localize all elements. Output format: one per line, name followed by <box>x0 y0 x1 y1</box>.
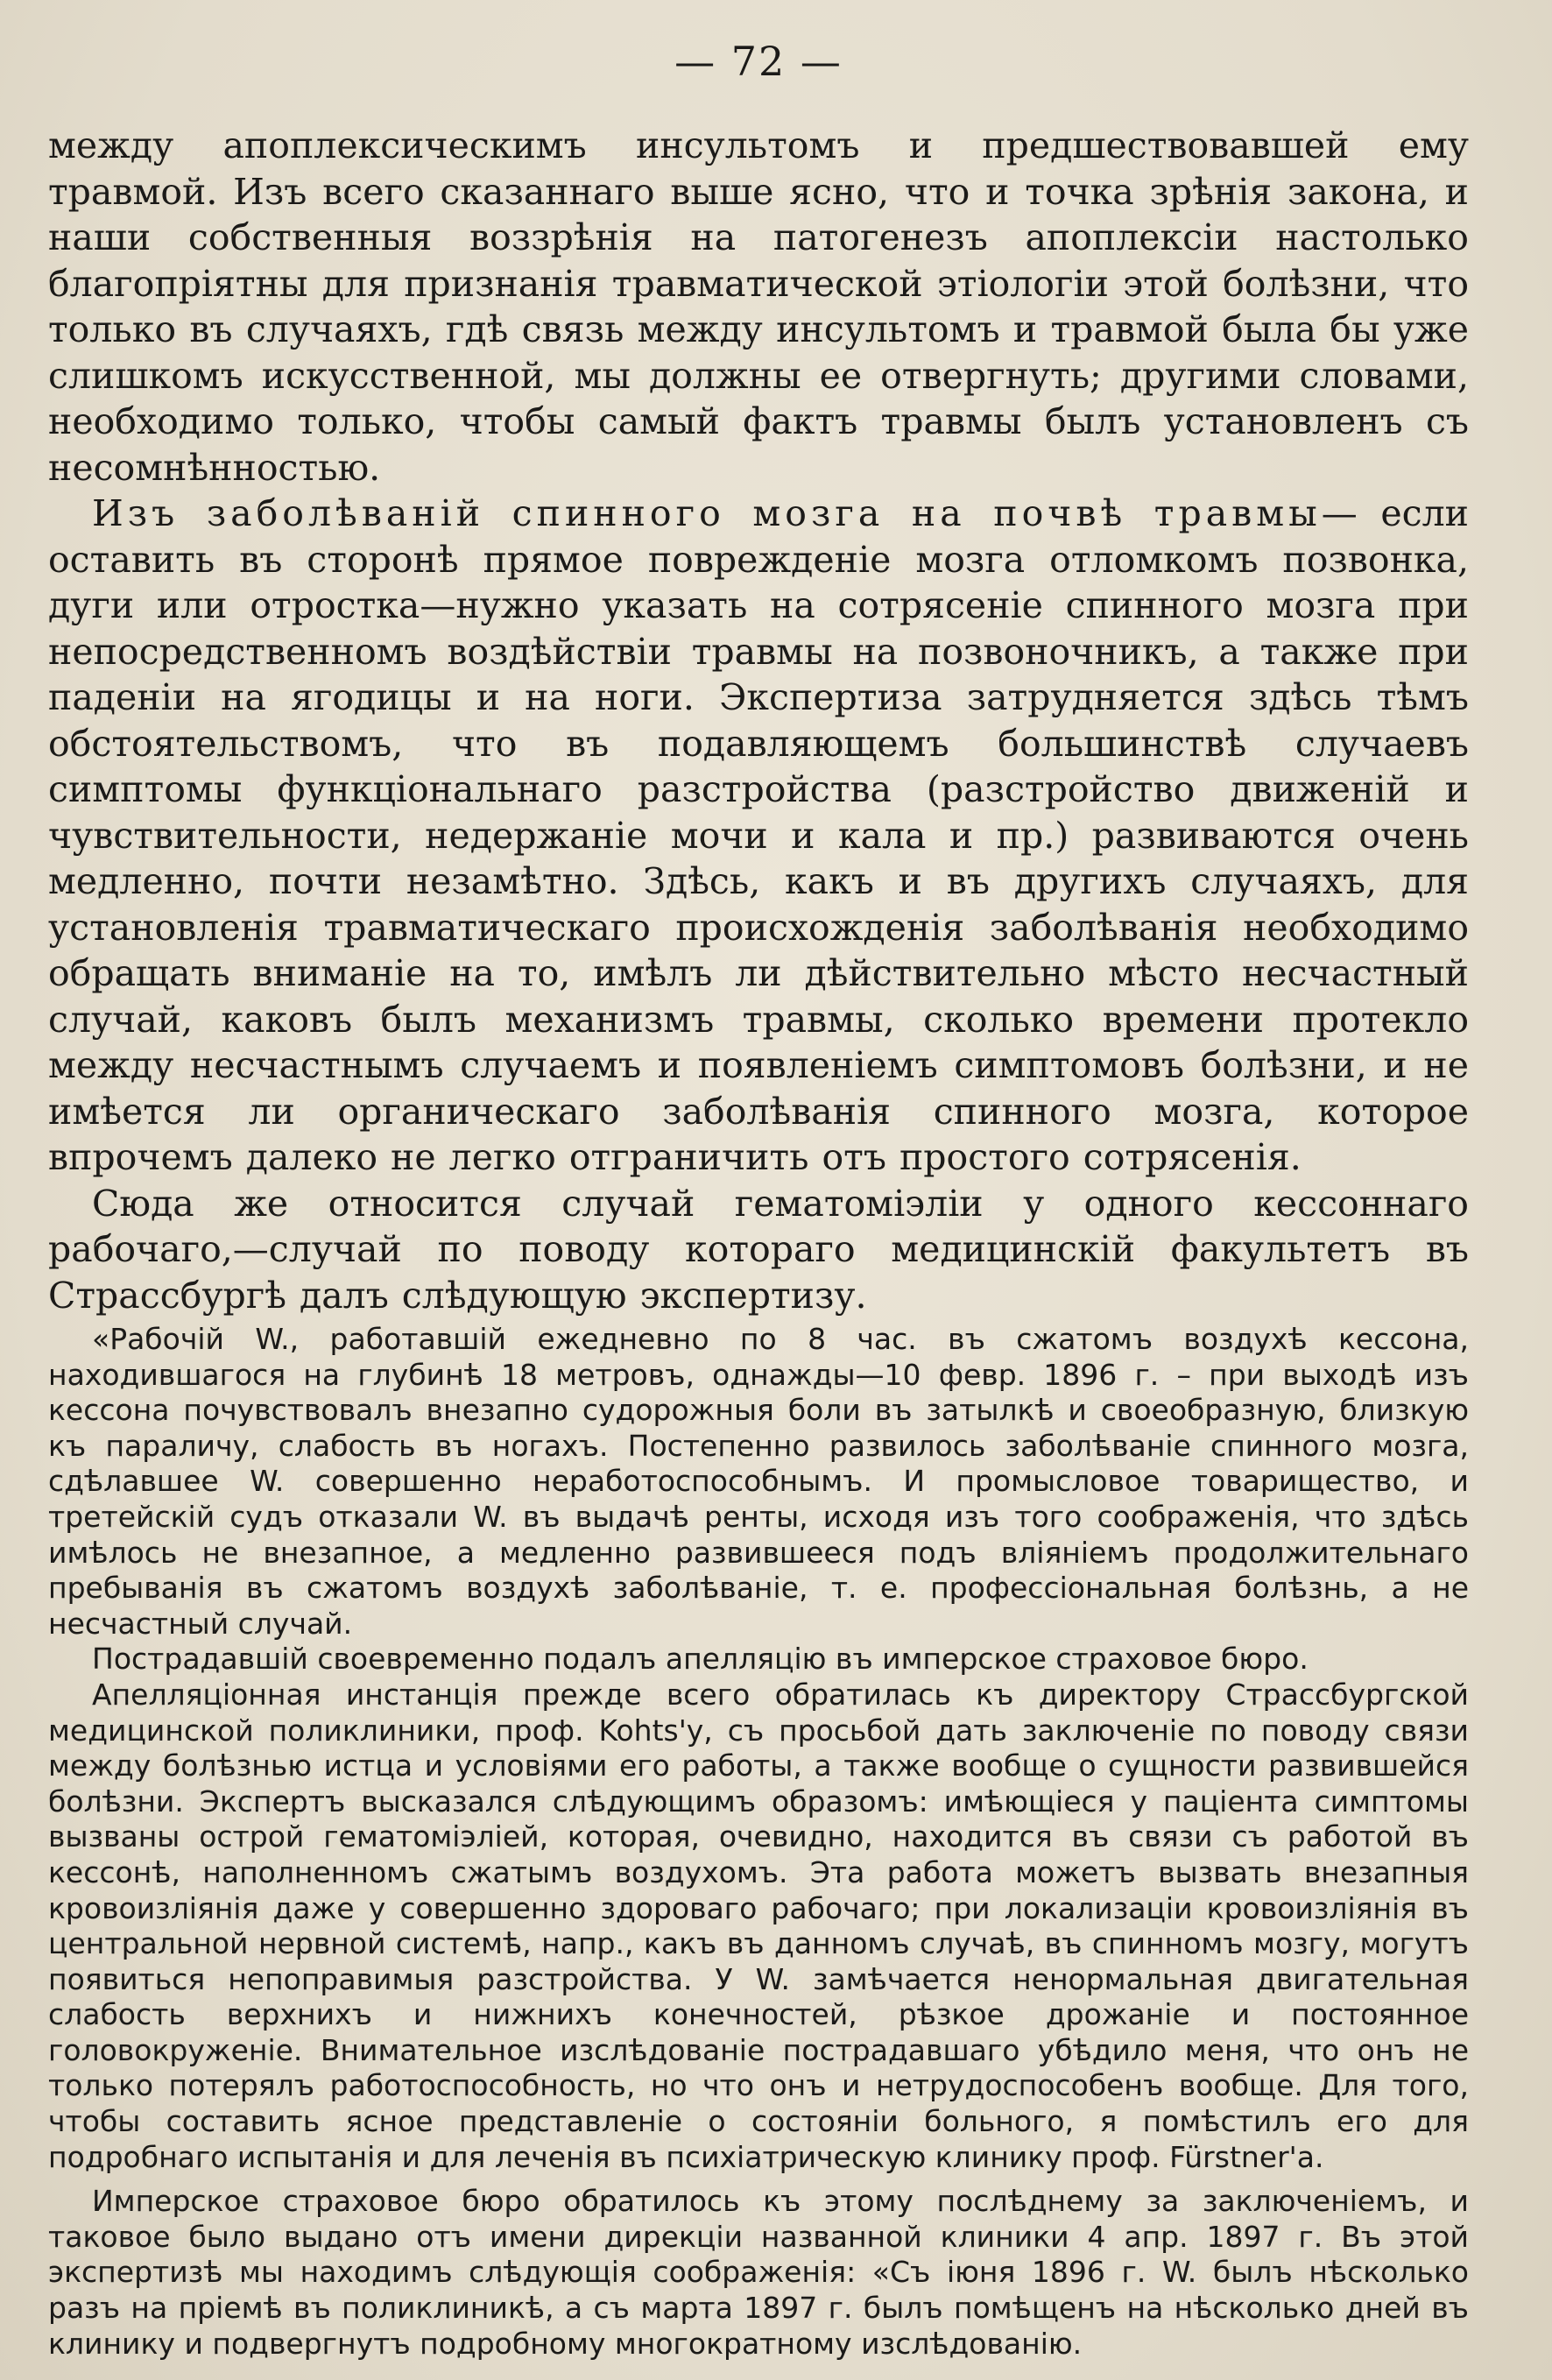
page-number: — 72 — <box>674 38 843 85</box>
main-text <box>48 123 1469 1318</box>
quote-paragraph-kohts: Апелляціонная инстанція прежде всего обратилась къ директору Страссбургской медицинской поликлиники, проф. Kohts'у, съ просьбой дать заключеніе по поводу связи между болѣзнью истца и условіями его работы, а также вообще о сущности развившейся болѣзни. Экспертъ высказался слѣдующимъ образомъ: имѣющіеся у пацiента симптомы вызваны острой гематоміэліей, которая, очевидно, находится въ связи съ работой въ кессонѣ, наполненномъ сжатымъ воздухомъ. Эта работа можетъ вызвать внезапныя кровоизлiянія даже у совершенно здороваго рабочаго; при локализаціи кровоизлiянія въ центральной нервной системѣ, напр., какъ въ данномъ случаѣ, въ спинномъ мозгу, могутъ появиться непоправимыя разстройства. У W. замѣчается ненормальная двигательная слабость верхнихъ и нижнихъ конечностей, рѣзкое дрожаніе и постоянное головокруженіе. Внимательное изслѣдованіе пострадавшаго убѣдило меня, что онъ не только потерялъ работоспособность, но что онъ и нетрудоспособенъ вообще. Для того, чтобы составить ясное представленіе о состояніи больного, я помѣстилъ его для подробнаго испытанія и для леченія въ психіатрическую клинику проф. Fürstner'a. <box>48 1677 1469 2174</box>
expert-opinion-quote <box>48 1322 1469 2362</box>
quote-paragraph-appeal: Пострадавшій своевременно подалъ апелляцію въ имперское страховое бюро. <box>92 1642 1309 1677</box>
quote-paragraph-fuerstner: Имперское страховое бюро обратилось къ этому послѣднему за заключеніемъ, и таковое было выдано отъ имени дирекціи названной клиники 4 апр. 1897 г. Въ этой экспертизѣ мы находимъ слѣдующія соображенія: «Съ іюня 1896 г. W. былъ нѣсколько разъ на пріемѣ въ поликлиникѣ, а съ марта 1897 г. былъ помѣщенъ на нѣсколько дней въ клинику и подвергнутъ подробному многократному изслѣдованію. <box>48 2184 1469 2361</box>
paragraph-spinal-cord <box>48 491 1469 1181</box>
paragraph-spinal-cord-text: — если оставить въ сторонѣ прямое поврежденіе мозга отломкомъ позвонка, дуги или отростка—нужно указать на сотрясеніе спинного мозга при непосредственномъ воздѣйствіи травмы на позвоночникъ, а также при паденіи на ягодицы и на ноги. Экспертиза затрудняется здѣсь тѣмъ обстоятельствомъ, что въ подавляющемъ большинствѣ случаевъ симптомы функціональнаго разстройства (разстройство движеній и чувствительности, недержаніе мочи и кала и пр.) развиваются очень медленно, почти незамѣтно. Здѣсь, какъ и въ другихъ случаяхъ, для установленія травматическаго происхожденія заболѣванія необходимо обращать вниманіе на то, имѣлъ ли дѣйствительно мѣсто несчастный случай, каковъ былъ механизмъ травмы, сколько времени протекло между несчастнымъ случаемъ и появленіемъ симптомовъ болѣзни, и не имѣется ли органическаго заболѣванія спинного мозга, которое впрочемъ далеко не легко отграничить отъ простого сотрясенія. <box>48 492 1469 1178</box>
quote-paragraph-worker: «Рабочій W., работавшій ежедневно по 8 час. въ сжатомъ воздухѣ кессона, находившагося на глубинѣ 18 метровъ, однажды—10 февр. 1896 г. – при выходѣ изъ кессона почувствовалъ внезапно судорожныя боли въ затылкѣ и своеобразную, близкую къ параличу, слабость въ ногахъ. Постепенно развилось заболѣваніе спинного мозга, сдѣлавшее W. совершенно неработоспособнымъ. И промысловое товарищество, и третейскій судъ отказали W. въ выдачѣ ренты, исходя изъ того соображенія, что здѣсь имѣлось не внезапное, а медленно развившееся подъ вліяніемъ продолжительнаго пребыванія въ сжатомъ воздухѣ заболѣваніе, т. е. профессіональная болѣзнь, а не несчастный случай. <box>48 1322 1469 1641</box>
spaced-lead-text: Изъ заболѣваній спинного мозга на почвѣ травмы <box>92 492 1322 534</box>
paragraph-apoplexy: между апоплексическимъ инсультомъ и предшествовавшей ему травмой. Изъ всего сказаннаго выше ясно, что и точка зрѣнія закона, и наши собственныя воззрѣнія на патогенезъ апоплексіи настолько благопріятны для признанія травматической этіологіи этой болѣзни, что только въ случаяхъ, гдѣ связь между инсультомъ и травмой была бы уже слишкомъ искусственной, мы должны ее отвергнуть; другими словами, необходимо только, чтобы самый фактъ травмы былъ установленъ съ несомнѣнностью. <box>48 124 1469 489</box>
paragraph-caisson-case: Сюда же относится случай гематоміэліи у одного кессоннаго рабочаго,—случай по поводу котораго медицинскій факультетъ въ Страссбургѣ далъ слѣдующую экспертизу. <box>48 1182 1469 1317</box>
